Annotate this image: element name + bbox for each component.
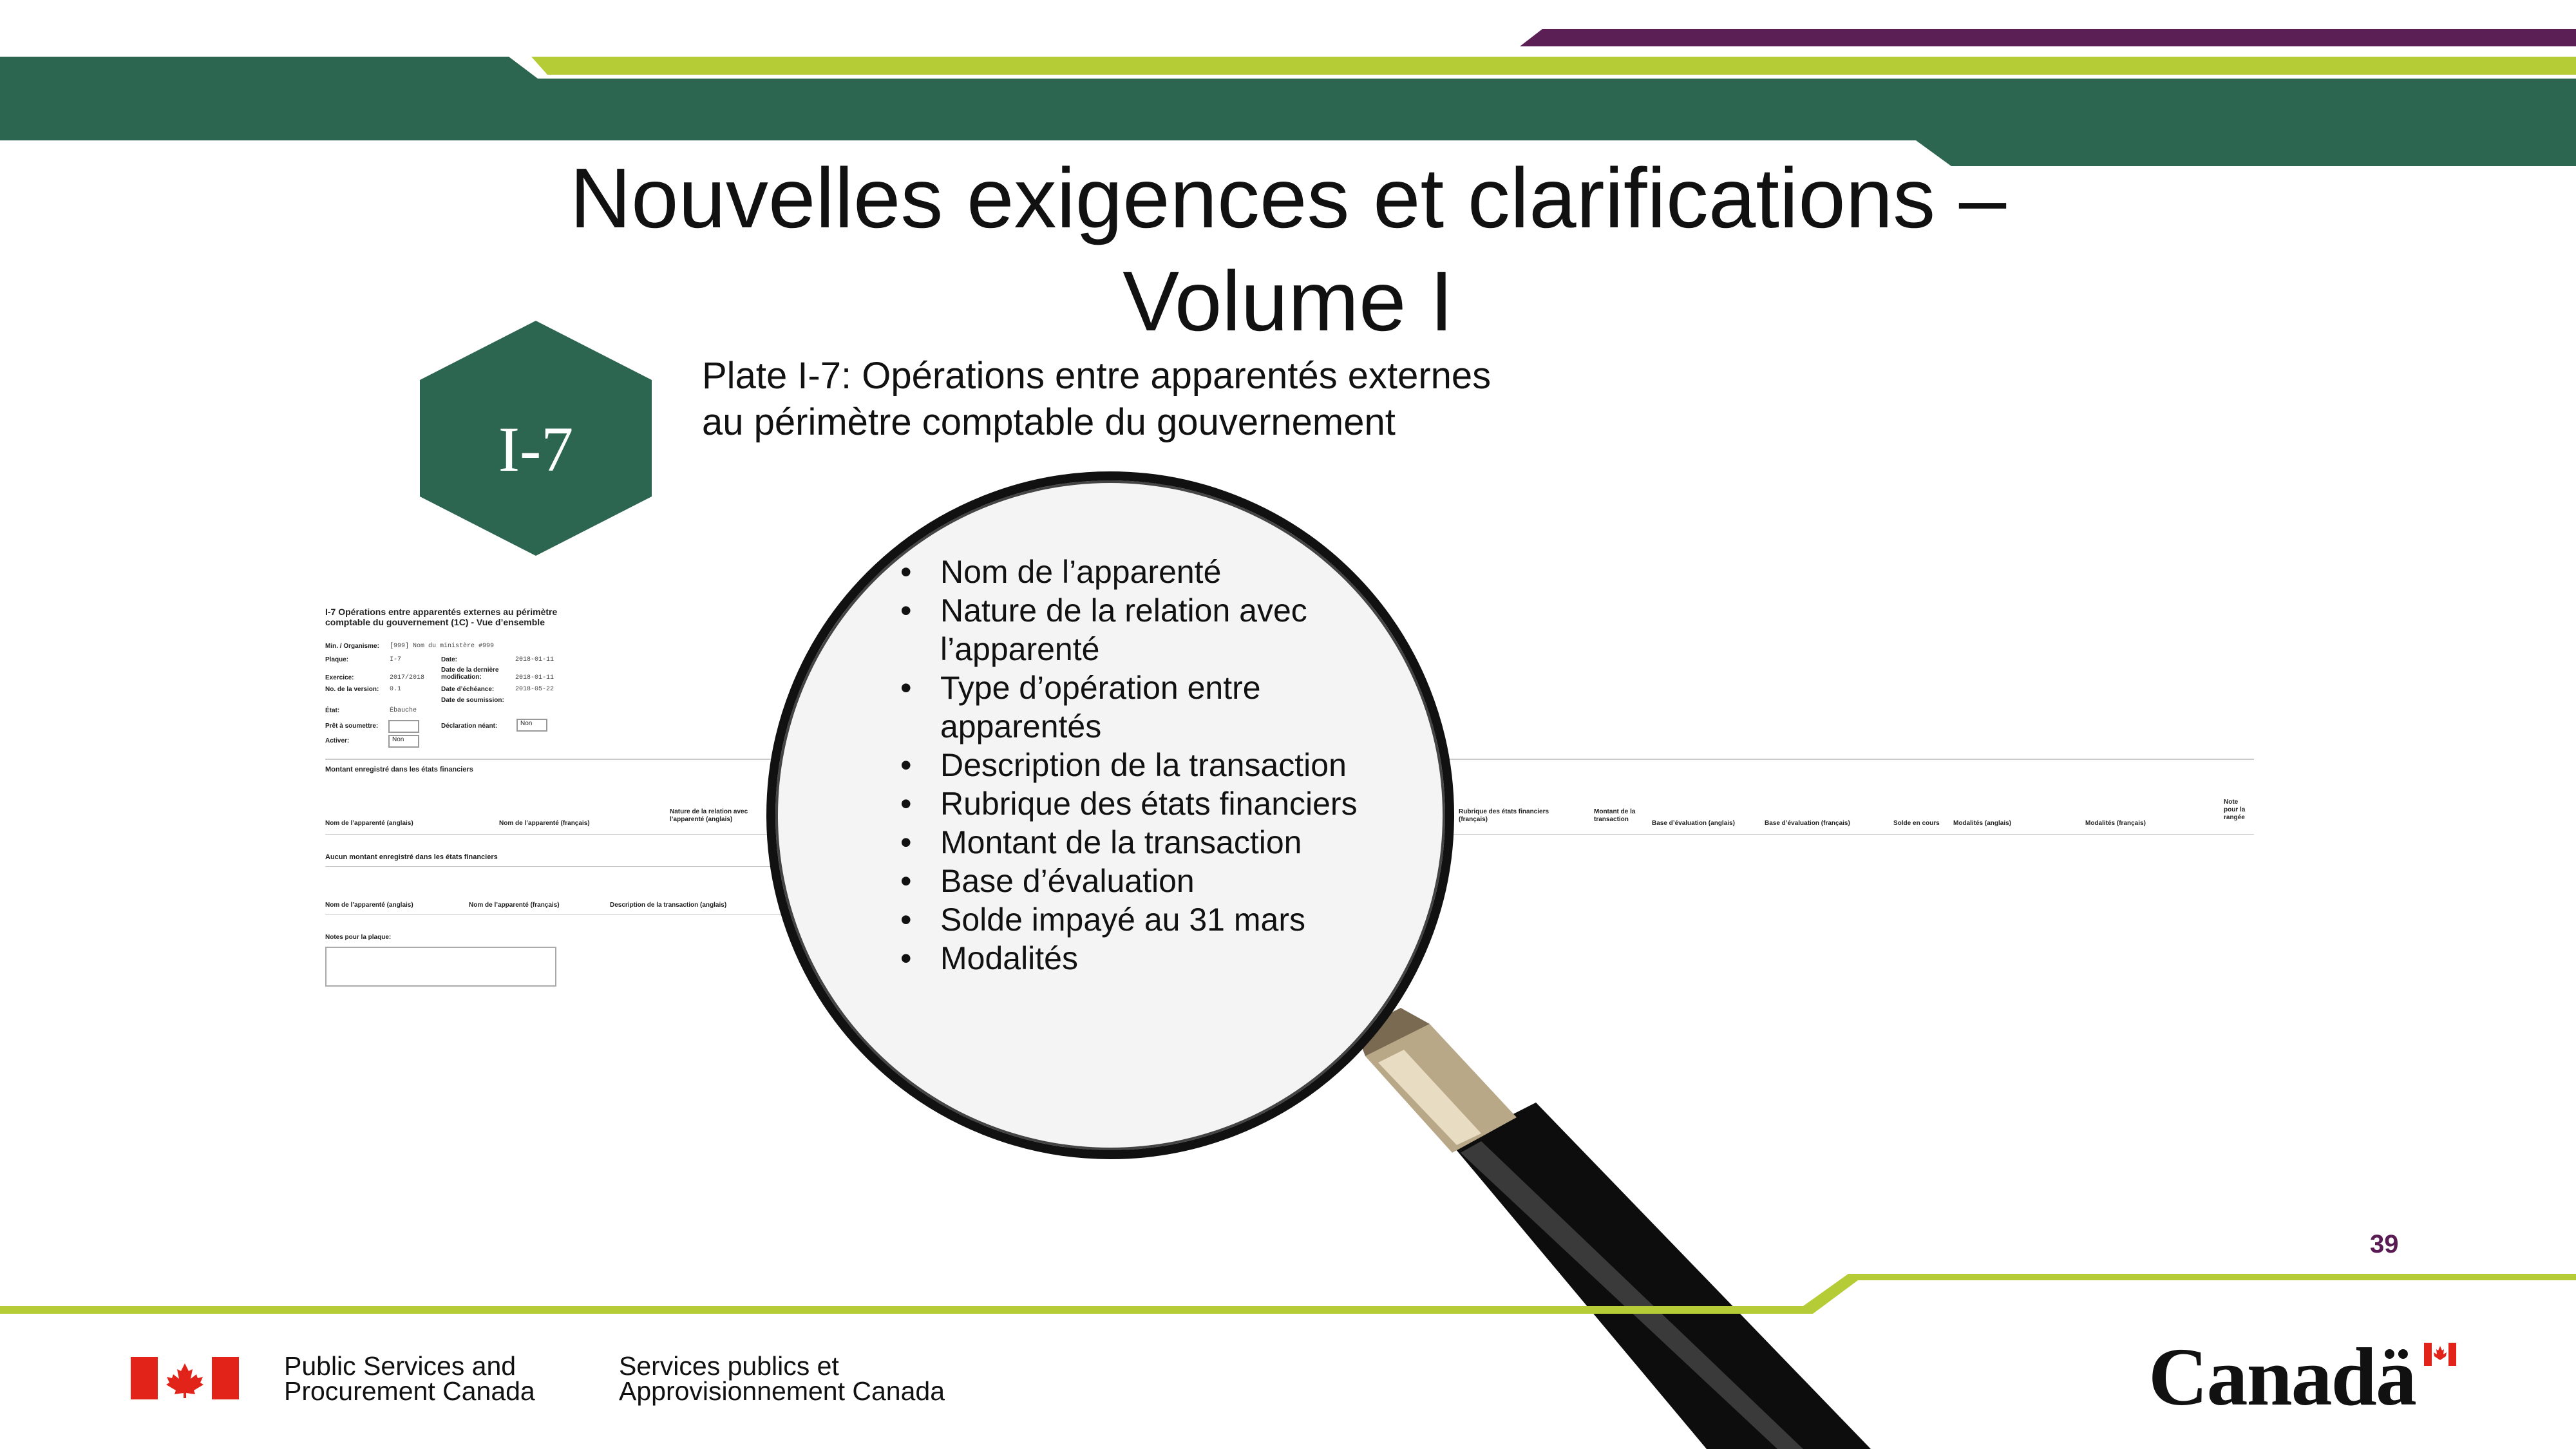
field-value: I-7	[390, 656, 402, 663]
column-header: Base d’évaluation (anglais)	[1652, 820, 1735, 827]
activate-dropdown[interactable]: Non	[388, 735, 419, 748]
column-header: Solde en cours	[1893, 820, 1940, 827]
footer-french-line-2: Approvisionnement Canada	[619, 1376, 945, 1406]
canada-flag-icon	[131, 1357, 239, 1399]
footer-lime-band	[0, 1262, 2576, 1320]
field-value: 2018-01-11	[515, 656, 554, 663]
field-label: Date:	[441, 656, 458, 663]
bullet-item: • Description de la transaction	[896, 746, 1379, 784]
column-header: Montant de la transaction	[1594, 808, 1636, 823]
column-header: Nom de l’apparenté (français)	[499, 820, 590, 827]
column-header: Modalités (anglais)	[1953, 820, 2012, 827]
section-1-heading: Montant enregistré dans les états financiers	[325, 766, 473, 773]
footer-english	[284, 1351, 535, 1406]
column-header: Description de la transaction (anglais)	[610, 902, 727, 909]
column-header: Nom de l’apparenté (anglais)	[325, 902, 413, 909]
field-label: Min. / Organisme:	[325, 643, 379, 650]
column-header: Nature de la relation avec l’apparenté (anglais)	[670, 808, 748, 823]
slide-title: Nouvelles exigences et clarifications – Volume I	[569, 151, 2007, 348]
bullet-item: • Type d’opération entre apparentés	[896, 668, 1379, 746]
footer-french-line-1: Services publics et	[619, 1351, 839, 1381]
field-value: 2018-05-22	[515, 686, 554, 693]
field-value: Ébauche	[390, 707, 417, 714]
column-header: Base d’évaluation (français)	[1765, 820, 1850, 827]
wordmark-flag-icon	[2424, 1343, 2456, 1366]
footer-english-line-2: Procurement Canada	[284, 1376, 535, 1406]
field-value: 2018-01-11	[515, 674, 554, 681]
field-value: 0.1	[390, 686, 402, 693]
field-label: Activer:	[325, 737, 350, 744]
field-label: Déclaration néant:	[441, 723, 498, 730]
form-title-line-2: comptable du gouvernement (1C) - Vue d’ensemble	[325, 617, 545, 627]
column-header: Nom de l’apparenté (français)	[469, 902, 560, 909]
canada-wordmark: Canadä	[2148, 1331, 2416, 1423]
form-title-line-1: I-7 Opérations entre apparentés externes au périmètre	[325, 607, 558, 617]
bullet-item: • Base d’évaluation	[896, 862, 1379, 900]
bullet-item: • Montant de la transaction	[896, 823, 1379, 862]
bullet-item: • Rubrique des états financiers	[896, 784, 1379, 823]
footer-english-line-1: Public Services and	[284, 1351, 516, 1381]
section-2-heading: Aucun montant enregistré dans les états financiers	[325, 853, 498, 861]
field-label: Prêt à soumettre:	[325, 723, 379, 730]
field-label: État:	[325, 707, 340, 714]
column-header: Modalités (français)	[2085, 820, 2146, 827]
bullet-item: • Modalités	[896, 939, 1379, 978]
field-label: Date de soumission:	[441, 697, 504, 704]
subtitle-line-1: Plate I-7: Opérations entre apparentés externes	[702, 355, 1492, 397]
nil-return-dropdown[interactable]: Non	[516, 719, 547, 732]
subtitle-line-2: au périmètre comptable du gouvernement	[702, 401, 1396, 443]
column-header: Rubrique des états financiers (français)	[1459, 808, 1549, 823]
bullet-item: • Nature de la relation avec l’apparenté	[896, 591, 1379, 668]
page-number: 39	[2370, 1230, 2399, 1258]
field-label: Date de la dernière modification:	[441, 667, 499, 681]
column-header: Nom de l’apparenté (anglais)	[325, 820, 413, 827]
magnifier-bullet-list	[896, 553, 1379, 978]
notes-label: Notes pour la plaque:	[325, 934, 392, 941]
field-value: 2017/2018	[390, 674, 425, 681]
bullet-item: • Solde impayé au 31 mars	[896, 900, 1379, 939]
field-label: No. de la version:	[325, 686, 379, 693]
column-header: Note pour la rangée	[2224, 799, 2246, 821]
field-label: Plaque:	[325, 656, 349, 663]
footer-french	[619, 1351, 945, 1406]
field-value: [999] Nom du ministère #999	[390, 643, 495, 650]
bullet-item: • Nom de l’apparenté	[896, 553, 1379, 591]
field-label: Date d’échéance:	[441, 686, 495, 693]
field-label: Exercice:	[325, 674, 354, 681]
badge-label: I-7	[498, 413, 574, 485]
